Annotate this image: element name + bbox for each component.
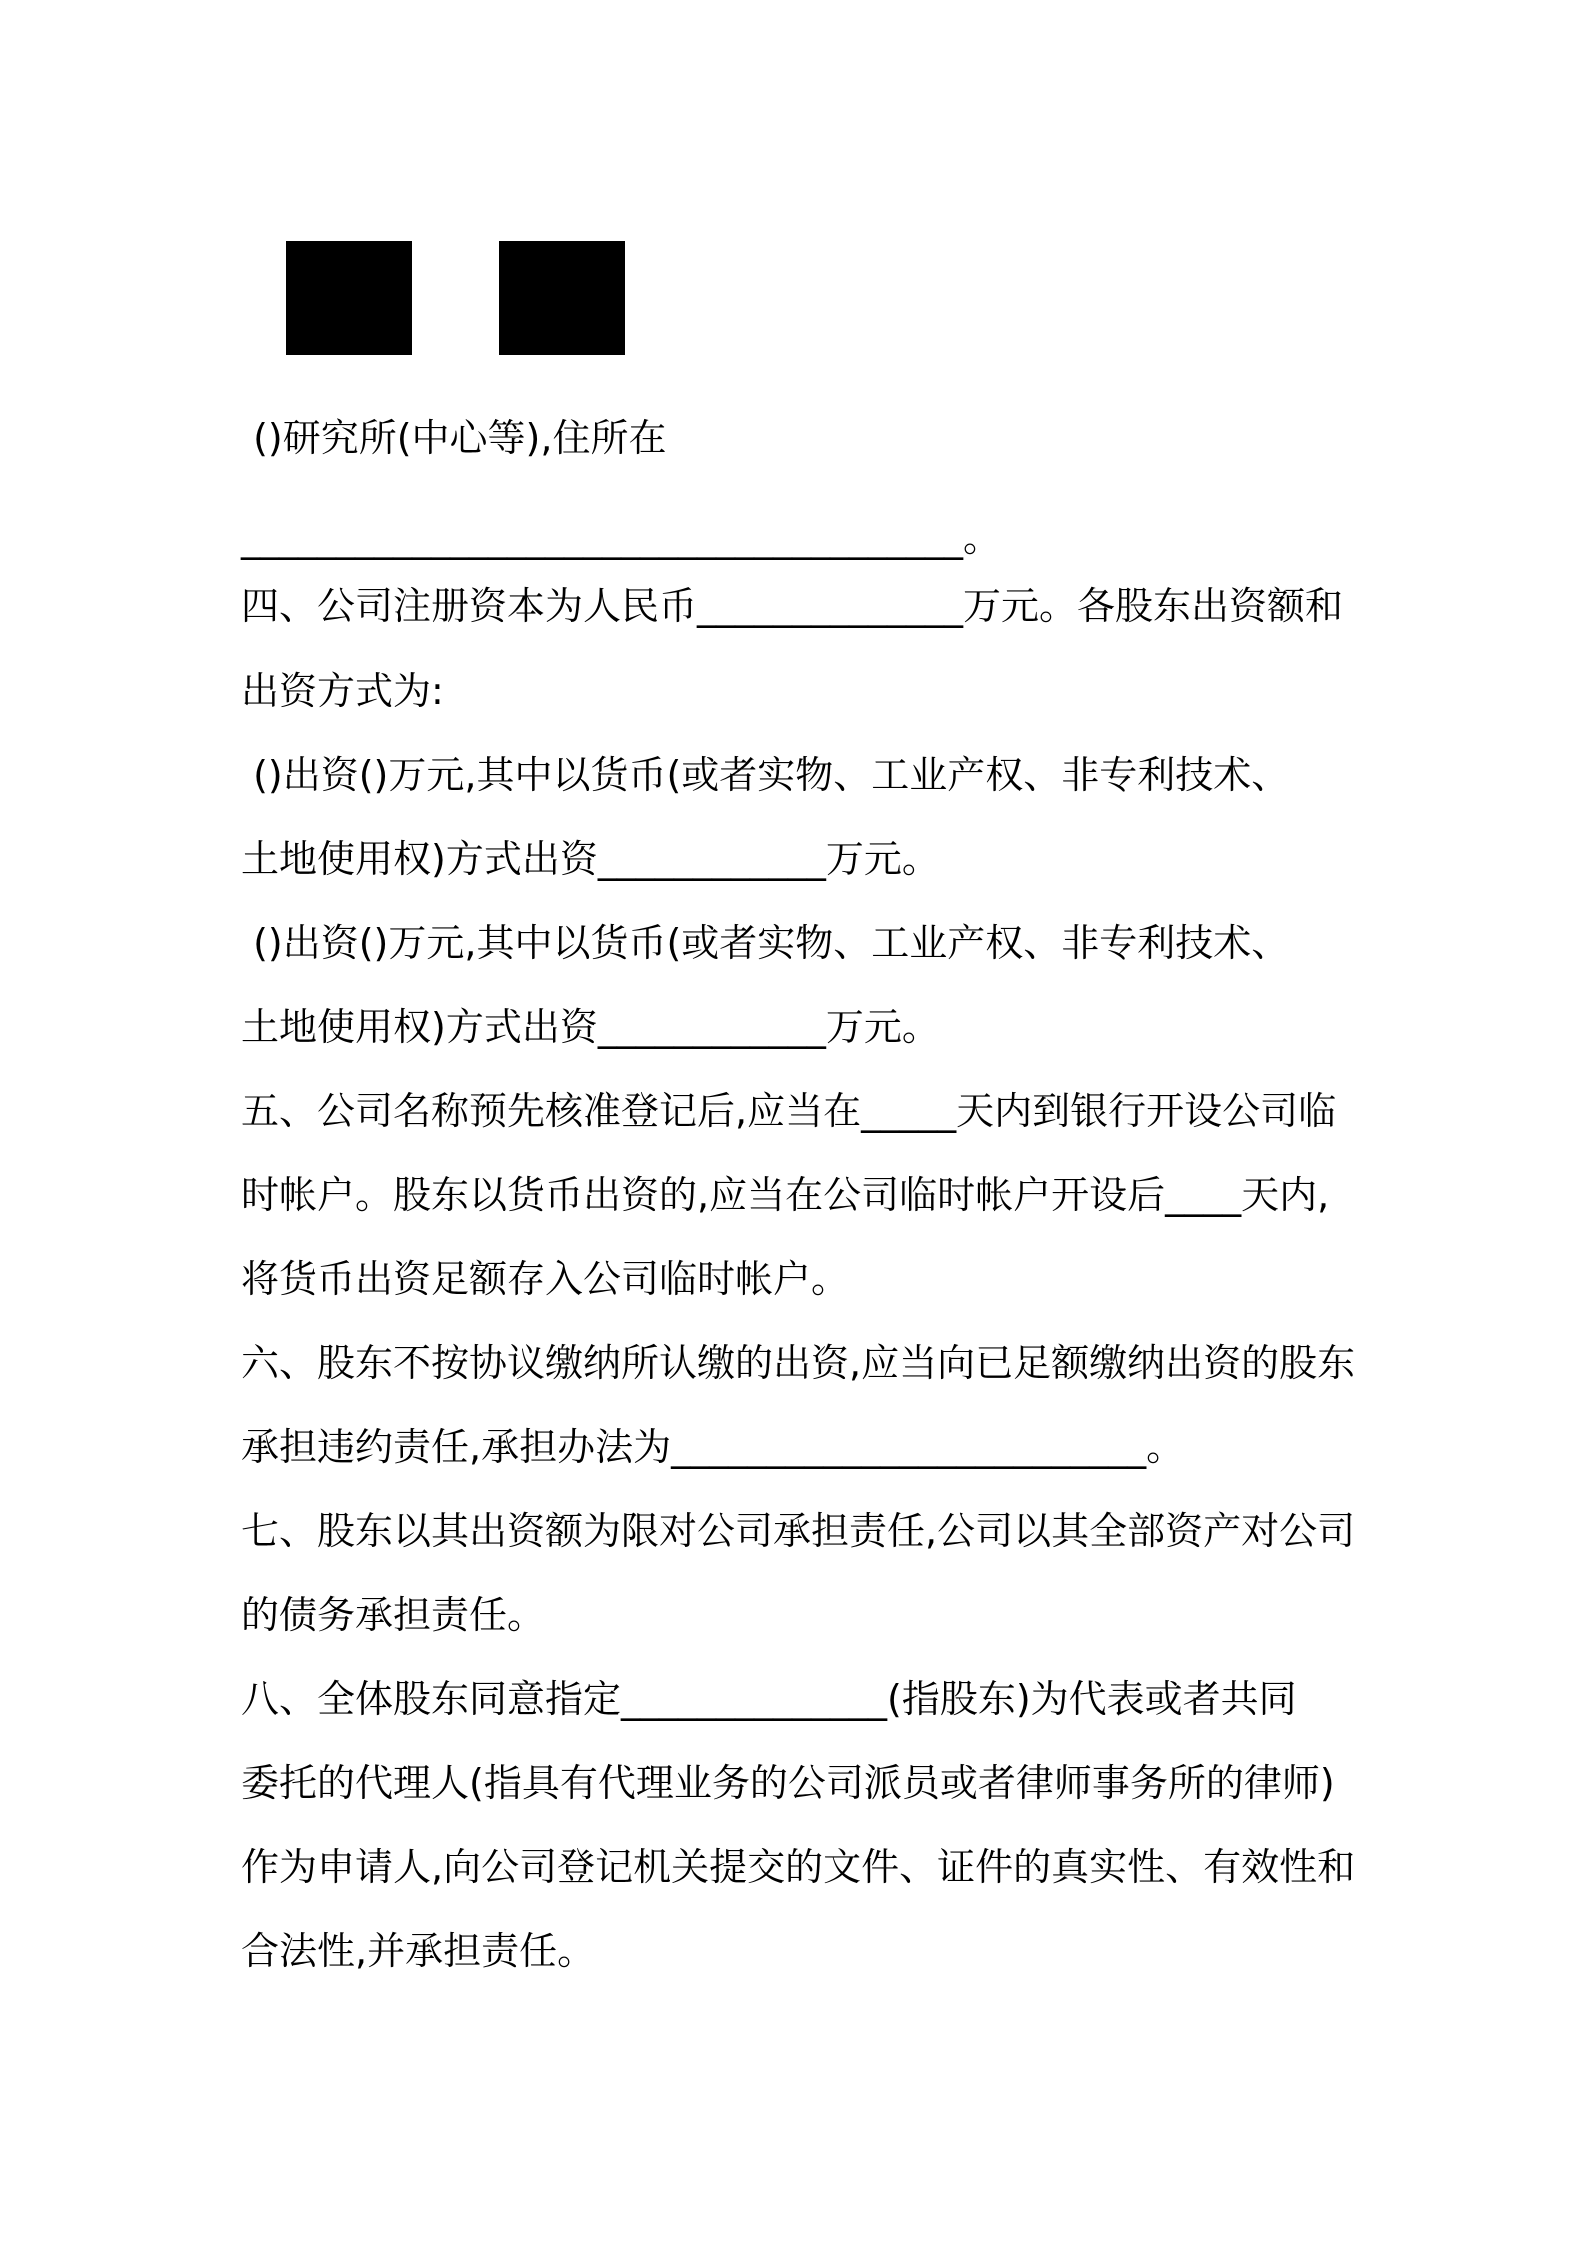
text-line-contribution-1: ()出资()万元,其中以货币(或者实物、工业产权、非专利技术、 (241, 753, 1290, 797)
text-line-contribution-method: 出资方式为: (241, 669, 444, 713)
text-line-clause-8-cont-2: 作为申请人,向公司登记机关提交的文件、证件的真实性、有效性和 (241, 1845, 1356, 1889)
text-line-clause-7-cont: 的债务承担责任。 (241, 1593, 546, 1637)
text-line-address-blank: ______________________________________。 (241, 516, 1002, 560)
redaction-block-2 (499, 241, 625, 355)
text-line-clause-8-cont-1: 委托的代理人(指具有代理业务的公司派员或者律师事务所的律师) (241, 1761, 1335, 1805)
redaction-block-1 (286, 241, 412, 355)
text-line-research-institute: ()研究所(中心等),住所在 (241, 416, 667, 460)
text-line-clause-6-cont: 承担违约责任,承担办法为_________________________。 (241, 1425, 1185, 1469)
text-line-clause-8: 八、全体股东同意指定______________(指股东)为代表或者共同 (241, 1677, 1297, 1721)
text-line-contribution-2-cont: 土地使用权)方式出资____________万元。 (241, 1005, 940, 1049)
text-line-clause-5-cont: 时帐户。股东以货币出资的,应当在公司临时帐户开设后____天内, (241, 1173, 1330, 1217)
text-line-clause-4: 四、公司注册资本为人民币______________万元。各股东出资额和 (241, 584, 1344, 628)
text-line-clause-5-end: 将货币出资足额存入公司临时帐户。 (241, 1257, 850, 1301)
text-line-clause-6: 六、股东不按协议缴纳所认缴的出资,应当向已足额缴纳出资的股东 (241, 1341, 1356, 1385)
text-line-contribution-2: ()出资()万元,其中以货币(或者实物、工业产权、非专利技术、 (241, 921, 1290, 965)
text-line-clause-5: 五、公司名称预先核准登记后,应当在_____天内到银行开设公司临 (241, 1089, 1337, 1133)
text-line-clause-8-end: 合法性,并承担责任。 (241, 1929, 596, 1973)
text-line-clause-7: 七、股东以其出资额为限对公司承担责任,公司以其全部资产对公司 (241, 1509, 1356, 1553)
text-line-contribution-1-cont: 土地使用权)方式出资____________万元。 (241, 837, 940, 881)
